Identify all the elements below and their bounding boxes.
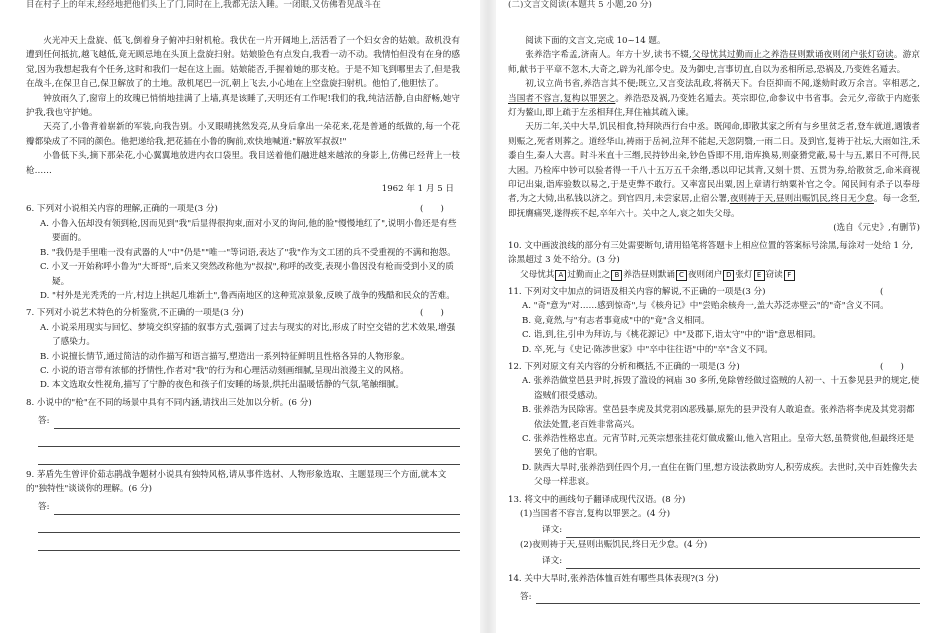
option-a: A. "奇"意为"对……感到惊奇",与《核舟记》中"尝贻余核舟一,盖大苏泛赤壁云"的"奇"含义不同。 [522,301,889,312]
question-stem: 8. 小说中的"枪"在不同的场景中具有不同内涵,请找出三处加以分析。(6 分) [26,397,312,408]
question-12 [508,360,920,490]
story-paragraph-4: 小鲁低下头,摘下那朵花,小心翼翼地放进内衣口袋里。我目送着他们融进越来越浓的身影上,仿佛已经背上一枝枪…… [26,151,460,176]
option-d: D. 本文选取女性视角,描写了宁静的夜色和孩子们安睡的场景,烘托出温暖恬静的气氛,笔触细腻。 [40,380,404,391]
answer-line[interactable] [38,434,460,447]
answer-line[interactable] [54,418,461,429]
story-paragraph-1: 火光冲天上盘旋、低飞,倒着身子俯冲扫射机枪。我伏在一片开阔地上,活活看了一个妇女舍的姑娘。敌机没有遭到任何抵抗,越飞越低,竟无顾忌地在头顶上盘旋扫射。姑娘脸色有点发白,我看一动不动。我情怕但没有在身的感觉,因为我想起我有个任务,这时和我们一起在这上面。姑娘能否,手握着她的那支枪。于是不知飞到哪里去了,但是我在战斗,在保卫自己,保卫解放了的土地。敌机尾巴一沉,朝上飞去,小心地在上空盘旋扫射机。他怕了,他胆怯了。 [26,36,460,90]
question-stem: 9. 茅盾先生曾评价茹志鹃战争题材小说具有独特风格,请从事件选材、人物形象选取、主题显现三个方面,就本文的"独特性"谈谈你的理解。(6 分) [26,469,447,494]
option-d: D. "村外是光秃秃的一片,村边上拱起几堆新土",鲁西南地区的这种荒凉景象,反映了战争的残酷和民众的苦难。 [40,290,455,301]
option-c: C. 张养浩性格忠直。元宵节时,元英宗想张挂花灯做成鳌山,他入宫阻止。皇帝大怒,虽赞赏他,但最终还是罢免了他的官职。 [522,433,915,459]
option-c: C. 诣,到,往,引申为拜访,与《桃花源记》中"及郡下,诣太守"中的"诣"意思相同。 [522,330,822,341]
sentence-2: (2)夜则祷于天,昼则出赈饥民,终日无少怠。(4 分) [520,539,708,550]
left-top-fragment: 目在村子上的年末,经经地把他们头上了门,同时在上,我都无法入睡。一闭眼,又仿佛看见战斗在 [26,0,381,8]
question-stem: 10. 文中画波浪线的部分有三处需要断句,请用铅笔将答题卡上相应位置的答案标号涂黑,每涂对一处给 1 分,涂黑超过 3 处不给分。(3 分) [508,240,914,266]
option-c: C. 小叉一开始称呼小鲁为"大哥哥",后来又突然改称他为"叔叔",称呼的改变,表现小鲁因没有枪而受到小叉的质疑。 [40,262,454,287]
passage-paragraph-1: 张养浩字希孟,济南人。年方十岁,读书不辍,父母忧其过勤而止之养浩昼则默诵夜则闭户张灯窃读。游京师,献书于平章不忽木,大奇之,辟为礼部令史。及为御史,言事切直,自以为丞相所忌,恐祸及,乃变姓名遁去。 [508,50,920,75]
mark-a[interactable]: A [555,270,566,281]
answer-label: 答: [38,416,50,427]
answer-paren[interactable]: ( ) [420,204,444,215]
answer-line[interactable] [38,538,460,551]
answer-line[interactable] [566,558,920,569]
question-10 [508,239,920,282]
question-stem: 12. 下列对原文有关内容的分析和概括,不正确的一项是(3 分) [508,361,740,372]
answer-paren[interactable]: ( ) [420,308,444,319]
option-b: B. "我仍是手里唯一没有武器的人"中"仍是""唯一"等词语,表达了"我"作为文工团的兵不受重视的不满和抱怨。 [40,247,456,258]
answer-line[interactable] [38,520,460,533]
question-14 [508,572,920,605]
answer-line[interactable] [38,452,460,465]
right-top-fragment: (二)文言文阅读(本题共 5 小题,20 分) [508,0,652,8]
question-stem: 11. 下列对文中加点的词语及相关内容的解说,不正确的一项是(3 分) [508,286,766,297]
passage-intro: 阅读下面的文言文,完成 10~14 题。 [525,36,666,46]
story-paragraph-2: 钟放雨久了,窗帘上的玫瑰已悄悄地挂满了上墙,真是该睡了,天明还有工作呢!我们的我,纯洁活静,自由舒畅,她守护我,我也守护她。 [26,93,460,119]
underlined-sentence-2: 夜则祷于天,昼则出赈饥民,终日无少怠 [729,194,874,205]
option-b: B. 张养浩为民除害。堂邑县李虎及其党羽凶恶残暴,原先的县尹没有人敢追查。张养浩将李虎及其党羽都依法处置,老百姓非常高兴。 [522,405,915,430]
question-8 [26,396,460,465]
book-gutter [480,0,496,633]
mark-d[interactable]: D [723,270,734,281]
passage-paragraph-3: 天历二年,关中大旱,饥民相食,特拜陕西行台中丞。既闻命,即散其家之所有与乡里贫乏者,登车就道,遇饿者则赈之,死者则葬之。道经华山,祷雨于岳祠,泣拜不能起,天忽阴翳,一雨二日。及到官,复祷于社坛,大雨如注,禾黍自生,秦人大喜。时斗米直十三缗,民持钞出籴,钞色昏即不用,诣库换易,则豪猾党蔽,易十与五,累日不可得,民大困。乃检库中钞可以验者得一千八十五万五千余缗,悉以印记其背,又刻十贯、五贯为券,给散贫乏,命米商视印记出粜,诣库验数以易之,于是吏弊不敢行。又率富民出粟,因上章请行纳粟补官之令。闻民间有杀子以奉母者,为之大恸,出私钱以济之。到官四月,未尝家居,止宿公署,夜则祷于天,昼则出赈饥民,终日无少怠。每一念至,即抚膺痛哭,遂得疾不起,卒年六十。关中之人,哀之如失父母。 [508,122,920,219]
question-stem: 7. 下列对小说艺术特色的分析鉴赏,不正确的一项是(3 分) [26,308,244,319]
wavy-segment: 父母忧其过勤而止之养浩昼则默诵夜则闭户张灯窃读 [691,50,894,61]
segment-line: 父母忧其 A 过勤而止之 B 养浩昼则默诵 C 夜则闭户 D 张灯 E 窃读 F [508,268,920,282]
underlined-sentence-1: 当国者不容言,复构以罪罢之 [508,93,616,104]
translation-label: 译文: [542,525,563,536]
mark-f[interactable]: F [784,270,795,281]
passage-source: (选自《元史》,有删节) [833,223,920,234]
answer-label: 答: [38,502,50,513]
answer-line[interactable] [54,504,461,515]
option-a: A. 小说采用现实与回忆、梦境交织穿插的叙事方式,强调了过去与现实的对比,形成了时空交错的艺术效果,增强了感染力。 [40,322,456,348]
option-b: B. 小说擅长情节,通过简洁的动作描写和语言描写,塑造出一系列特征鲜明且性格各异的人物形象。 [40,351,410,362]
answer-line[interactable] [536,593,921,604]
answer-label: 答: [520,592,532,603]
left-column [26,34,460,551]
question-9 [26,468,460,551]
question-7 [26,306,460,392]
mark-c[interactable]: C [676,270,687,281]
option-d: D. 卒,死,与《史记·陈涉世家》中"卒中往往语"中的"卒"含义不同。 [522,344,773,355]
question-stem: 6. 下列对小说相关内容的理解,正确的一项是(3 分) [26,204,218,215]
answer-paren[interactable]: ( [880,286,884,297]
question-13 [508,493,920,569]
option-b: B. 竟,竟然,与"有志者事竟成"中的"竟"含义相同。 [522,315,710,326]
translation-label: 译文: [542,556,563,567]
story-date: 1962 年 1 月 5 日 [381,184,454,195]
option-a: A. 小鲁入伍却没有领到枪,因而见到"我"后显得很拘束,面对小叉的询问,他的脸"慢慢地红了",说明小鲁还是有些要面的。 [40,218,457,244]
question-stem: 13. 将文中的画线句子翻译成现代汉语。(8 分) [508,494,686,505]
passage-paragraph-2: 初,议立尚书省,养浩言其不便;既立,又言变法乱政,将祸天下。台臣抑而不闻,遂劾时政万余言。宰相恶之,当国者不容言,复构以罪罢之。养浩恐及祸,乃变姓名遁去。英宗即位,命参议中书省事。会元夕,帝欲于内庭张灯为鳌山,即上疏于左丞相拜住,拜住袖其疏入谏。 [508,79,920,119]
option-d: D. 陕西大旱时,张养浩到任四个月,一直住在衙门里,想方设法救助穷人,积劳成疾。去世时,关中百姓像失去父母一样悲哀。 [522,462,918,488]
mark-b[interactable]: B [611,270,622,281]
mark-e[interactable]: E [754,270,765,281]
right-column [508,34,920,604]
story-paragraph-3: 天亮了,小鲁背着崭新的军装,向我告别。小叉眼晴挑然发亮,从身后拿出一朵花来,花是普通的纸做的,每一个花瓣都染成了不同的颜色。他把递给我,把花插在小鲁的胸前,欢快地喊道:"解放军叔叔!" [26,122,460,147]
answer-paren[interactable]: ( ) [880,361,904,372]
question-6 [26,202,460,303]
option-c: C. 小说的语言带有浓郁的抒情性,作者对"我"的行为和心理活动刻画细腻,呈现出浪漫主义的风格。 [40,365,409,376]
answer-line[interactable] [566,527,920,538]
option-a: A. 张养浩做堂邑县尹时,拆毁了滥设的祠庙 30 多所,免除曾经做过盗贼的人初一、十五参见县尹的规定,使盗贼们很受感动。 [522,376,920,401]
question-11 [508,285,920,357]
sentence-1: (1)当国者不容言,复构以罪罢之。(4 分) [520,509,671,519]
question-stem: 14. 关中大旱时,张养浩体恤百姓有哪些具体表现?(3 分) [508,573,719,584]
